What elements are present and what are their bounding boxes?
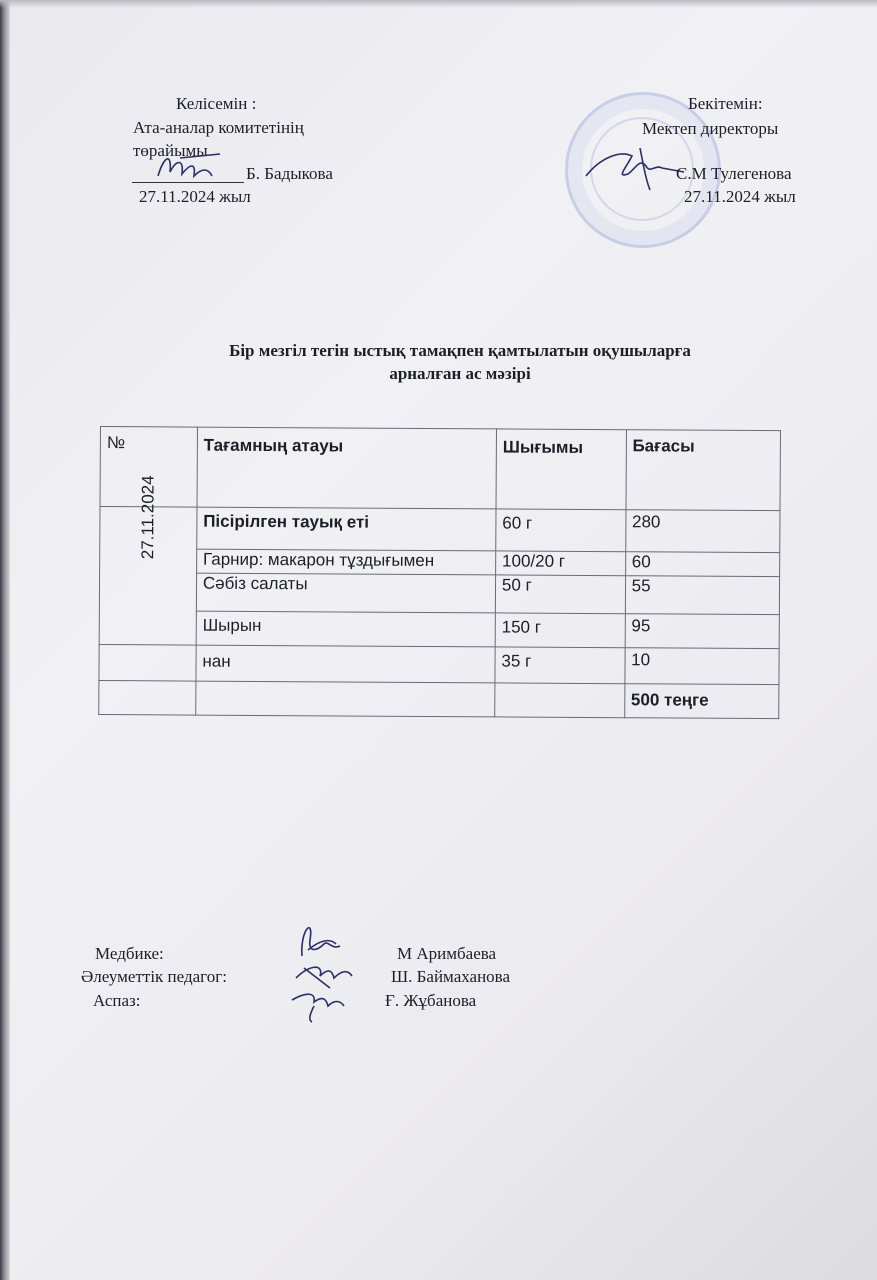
cook-name: Ғ. Жұбанова [385,991,477,1010]
empty-cell [99,644,196,681]
committee-chair-name: Б. Бадыкова [246,164,333,183]
header-price: Бағасы [626,430,781,511]
signature-right [580,138,690,198]
table-row [99,644,779,684]
role-nurse: Медбике: [95,944,164,963]
dish-yield: 150 г [495,613,625,648]
dish-name: Сәбіз салаты [196,573,495,613]
dish-price: 55 [625,576,780,615]
header-dish-name: Тағамның атауы [197,427,497,509]
role-cook: Аспаз: [93,991,141,1010]
table-row [99,610,779,648]
dish-yield: 60 г [496,509,626,552]
dish-price: 60 [625,552,780,577]
dish-price: 95 [625,614,780,649]
dish-name: Гарнир: макарон тұздығымен [196,549,495,575]
director-name: С.М Тулегенова [676,164,792,183]
dish-yield: 50 г [495,575,625,614]
social-pedagogue-name: Ш. Баймаханова [391,967,511,986]
dish-price: 280 [625,510,780,553]
footer-signatures [270,910,370,1030]
document-title: Бір мезгіл тегін ыстық тамақпен қамтылатын оқушыларға [229,341,691,360]
empty-cell [495,683,625,718]
approve-label: Бекітемін: [688,94,763,113]
dish-name: Пісірілген тауық еті [197,507,496,551]
table-row [100,507,780,553]
signature-left [150,146,230,186]
left-date: 27.11.2024 жыл [139,187,251,206]
dish-price: 10 [625,648,780,685]
right-date: 27.11.2024 жыл [684,187,796,206]
role-social-pedagogue: Әлеуметтік педагог: [81,967,227,986]
committee-title: Ата-аналар комитетінің [133,118,304,137]
dish-yield: 100/20 г [495,551,625,576]
table-header-row [100,427,780,511]
table-row [99,573,779,615]
page-top-shadow [0,0,877,8]
table-total-row [99,680,779,718]
page-edge-shadow [0,0,10,1280]
agree-label: Келісемін : [176,94,257,113]
dish-name: нан [196,645,495,683]
header-number: № [100,427,197,508]
header-yield: Шығымы [496,429,626,510]
empty-cell [196,681,495,717]
menu-date: 27.11.2024 [138,475,158,560]
dish-name: Шырын [196,611,495,647]
document-title-2: арналған ас мәзірі [389,364,531,383]
total-price: 500 теңге [624,684,779,719]
empty-cell [99,680,196,715]
committee-title-2: төрайымы [133,141,208,160]
nurse-name: М Аримбаева [397,944,497,963]
menu-table [98,426,781,719]
menu-date-cell [99,475,197,646]
director-title: Мектеп директоры [642,119,779,138]
dish-yield: 35 г [495,647,625,684]
